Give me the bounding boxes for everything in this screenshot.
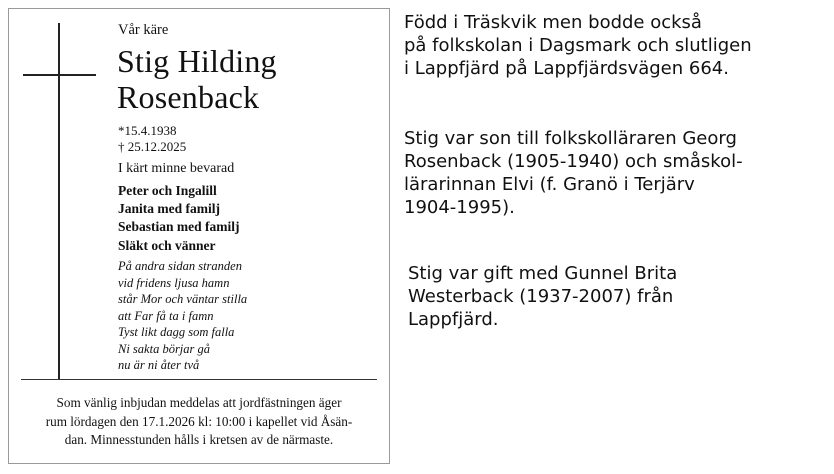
poem (118, 258, 247, 374)
poem-line: att Far få ta i famn (118, 308, 214, 323)
mourners-list (118, 182, 240, 255)
death-date: † 25.12.2025 (118, 139, 187, 154)
biography-paragraph-1 (404, 11, 752, 80)
funeral-announcement (17, 394, 381, 450)
cross-icon-vertical (58, 23, 60, 380)
mourner: Peter och Ingalill (118, 183, 217, 198)
poem-line: Tyst likt dagg som falla (118, 325, 235, 339)
deceased-name (117, 43, 277, 115)
bio-line: Lappfjärd. (408, 309, 499, 330)
name-line: Stig Hilding (117, 43, 277, 79)
poem-line: På andra sidan stranden (118, 259, 242, 273)
life-dates (118, 123, 186, 155)
mourner: Janita med familj (118, 201, 220, 217)
obituary-notice (8, 8, 390, 464)
mourner: Släkt och vänner (118, 237, 216, 253)
poem-line: Ni sakta börjar gå (118, 341, 211, 356)
poem-line: vid fridens ljusa hamn (118, 275, 230, 290)
bio-line: Westerback (1937-2007) från (408, 286, 674, 307)
intro-text: Vår käre (118, 22, 169, 38)
bio-line: 1904-1995). (404, 197, 515, 218)
poem-line: står Mor och väntar stilla (118, 292, 248, 306)
announcement-line: rum lördagen den 17.1.2026 kl: 10:00 i kapellet vid Åsän- (45, 413, 353, 429)
biography-paragraph-2 (404, 127, 743, 219)
announcement-line: dan. Minnesstunden hålls i kretsen av de närmaste. (64, 432, 334, 447)
poem-line: nu är ni åter två (118, 358, 200, 372)
birth-date: *15.4.1938 (118, 123, 177, 138)
bio-line: i Lappfjärd på Lappfjärdsvägen 664. (404, 58, 729, 79)
bio-line: på folkskolan i Dagsmark och slutligen (404, 35, 752, 56)
biography-paragraph-3 (408, 262, 677, 331)
mourner: Sebastian med familj (118, 219, 240, 235)
bio-line: Rosenback (1905-1940) och småskol- (404, 151, 743, 172)
bio-line: Stig var gift med Gunnel Brita (408, 263, 678, 284)
bio-line: Stig var son till folkskolläraren Georg (404, 128, 737, 149)
cross-icon-horizontal (23, 74, 96, 76)
divider (21, 379, 377, 380)
memory-line: I kärt minne bevarad (118, 161, 235, 176)
announcement-line: Som vänlig inbjudan meddelas att jordfästningen äger (56, 395, 342, 410)
bio-line: lärarinnan Elvi (f. Granö i Terjärv (404, 174, 695, 195)
bio-line: Född i Träskvik men bodde också (404, 12, 702, 33)
name-line: Rosenback (117, 79, 260, 115)
